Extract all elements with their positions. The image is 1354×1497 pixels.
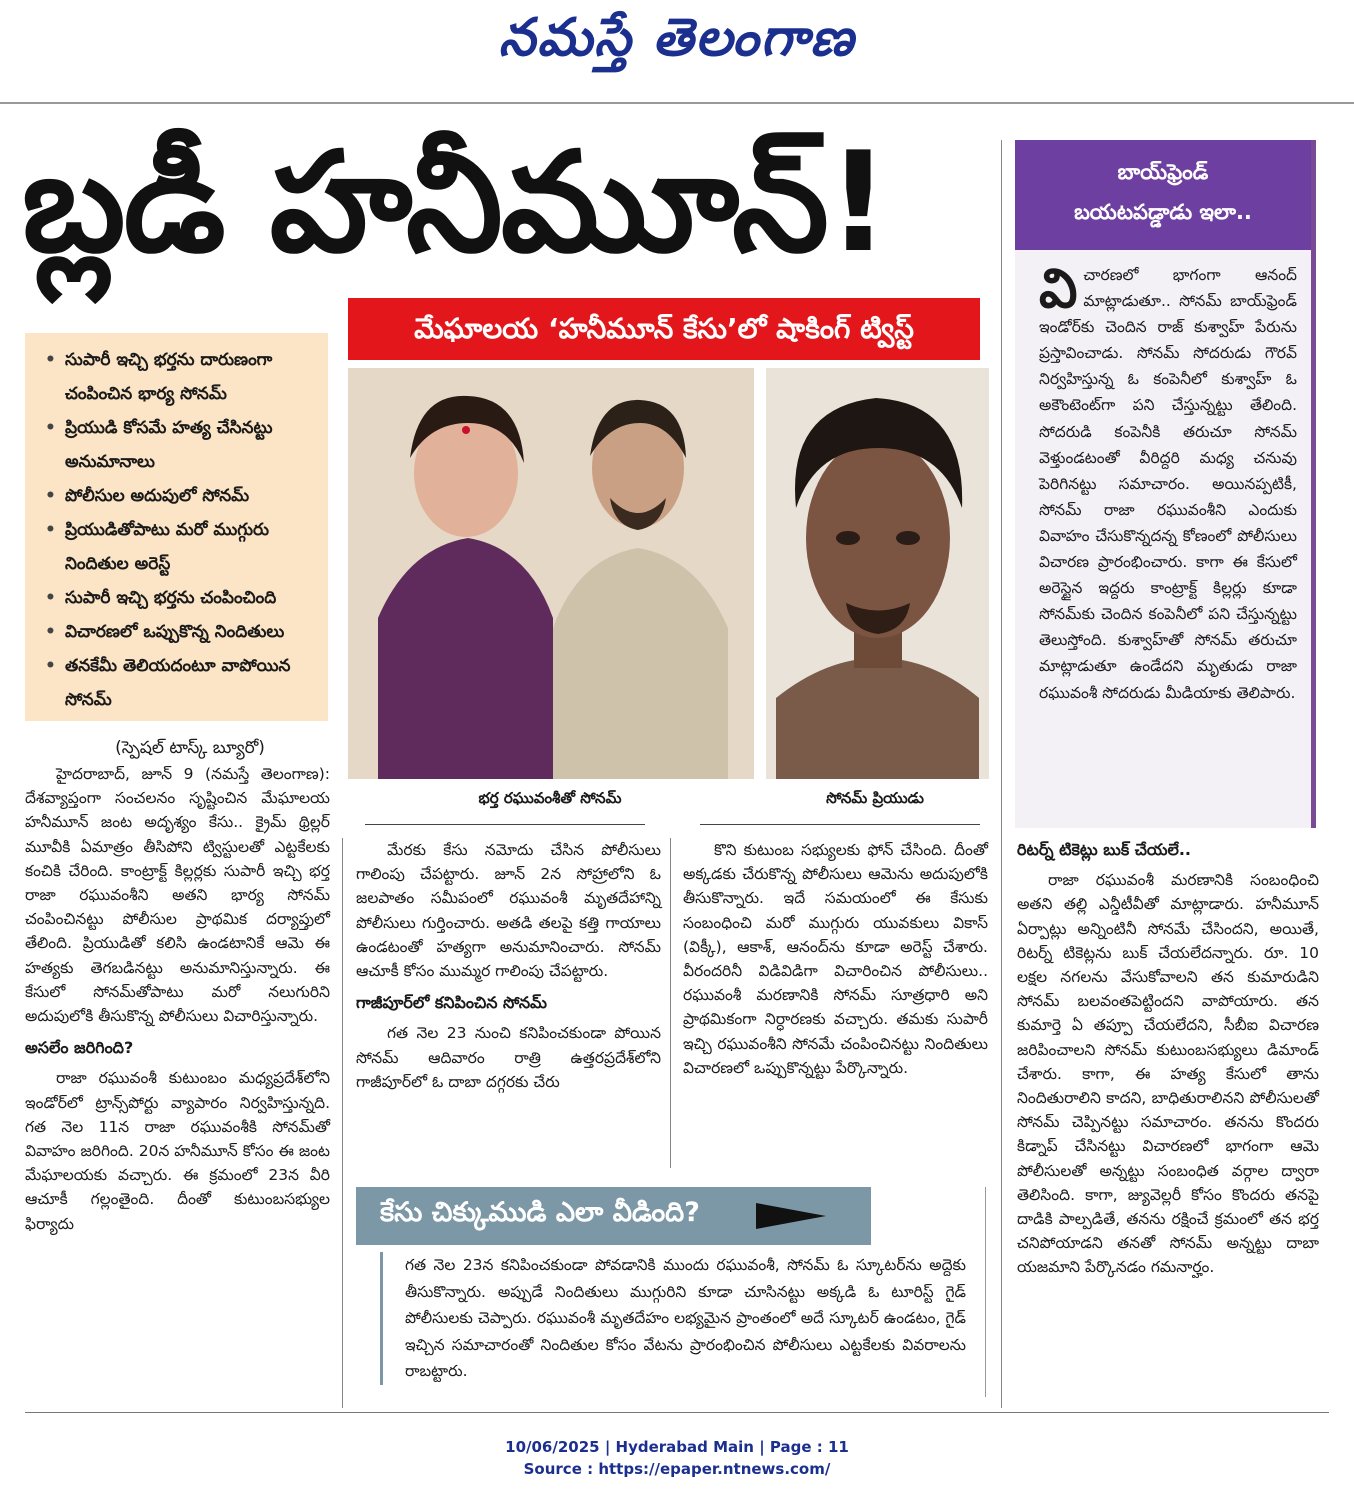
sidebar-body — [1015, 250, 1311, 706]
page-footer — [0, 1436, 1354, 1480]
footer-source-link[interactable]: Source : https://epaper.ntnews.com/ — [523, 1460, 831, 1478]
column-divider — [1001, 140, 1002, 1408]
article-subheading: రిటర్న్ టికెట్లు బుక్ చేయలే.. — [1017, 840, 1191, 859]
article-paragraph: గత నెల 23 నుంచి కనిపించకుండా పోయిన సోనమ్ ఆదివారం రాత్రి ఉత్తరప్రదేశ్‌లోని గాజీపూర్‌లో ఓ దాబా దగ్గరకు చేరు — [356, 1024, 661, 1091]
sidebar-text: చారణలో భాగంగా ఆనంద్ మాట్లాడుతూ.. సోనమ్ బాయ్‌ఫ్రెండ్ ఇండోర్‌కు చెందిన రాజ్ కుశ్వాహ్ పేరును ప్రస్తావించాడు. సోనమ్ సోదరుడు గౌరవ్ నిర్వహిస్తున్న ఓ కంపెనీలో కుశ్వాహ్ ఓ అకౌంటెంట్‌గా పని చేస్తున్నట్టు తేలింది. సోదరుడి కంపెనీకి తరుచూ సోనమ్ వెళ్తుండటంతో వీరిద్దరి మధ్య చనువు పెరిగినట్టు సమాచారం. అయినప్పటికీ, సోనమ్ రాజా రఘువంశీని ఎందుకు వివాహం చేసుకొన్నదన్న కోణంలో పోలీసులు విచారణ ప్రారంభించారు. కాగా ఈ కేసులో అరెస్టైన ఇద్దరు కాంట్రాక్ట్ కిల్లర్లు కూడా సోనమ్‌కు చెందిన కంపెనీలో పని చేస్తున్నట్టు తెలుస్తోంది. కుశ్వాహ్‌తో సోనమ్ తరుచూ మాట్లాడుతూ ఉండేదని మృతుడు రాజా రఘువంశీ సోదరుడు మీడియాకు తెలిపారు. — [1039, 266, 1297, 702]
headline: బ్లడీ హనీమూన్! — [22, 122, 888, 283]
photo-caption: భర్త రఘువంశీతో సోనమ్ — [478, 789, 622, 807]
caption-rule — [365, 824, 645, 825]
article-column-2 — [356, 838, 661, 1098]
sidebar-box — [1015, 140, 1316, 828]
article-subheading: అసలేం జరిగింది? — [25, 1038, 134, 1058]
photo-caption: సోనమ్ ప్రియుడు — [826, 789, 924, 807]
article-paragraph: కొని కుటుంబ సభ్యులకు ఫోన్ చేసింది. దీంతో అక్కడకు చేరుకొన్న పోలీసులు ఆమెను అదుపులోకి తీసుకొన్నారు. ఇదే సమయంలో ఈ కేసుకు సంబంధించి మరో ముగ్గురు యువకులు వికాస్ (విక్కీ), ఆకాశ్, ఆనంద్‌ను కూడా అరెస్ట్ చేశారు. వీరందరినీ విడివిడిగా విచారించిన పోలీసులు.. రఘువంశీ మరణానికి సోనమ్ సూత్రధారి అని ప్రాథమికంగా నిర్ధారణకు వచ్చారు. తమకు సుపారీ ఇచ్చి రఘువంశీని సోనమే చంపించినట్టు నిందితులు విచారణలో ఒప్పుకొన్నట్టు పేర్కొన్నారు. — [683, 841, 988, 1077]
highlight-item: • పోలీసుల అదుపులో సోనమ్ — [39, 479, 318, 513]
article-paragraph: రాజా రఘువంశీ కుటుంబం మధ్యప్రదేశ్‌లోని ఇండోర్‌లో ట్రాన్స్‌పోర్టు వ్యాపారం నిర్వహిస్తున్నది. గత నెల 11న రాజా రఘువంశీకి సోనమ్‌తో వివాహం జరిగింది. 20న హనీమూన్ కోసం ఈ జంట మేఘాలయకు వచ్చారు. ఈ క్రమంలో 23న వీరి ఆచూకీ గల్లంతైంది. దీంతో కుటుంబసభ్యుల ఫిర్యాదు — [25, 1069, 330, 1233]
sidebar-title-line: బాయ్‌ఫ్రెండ్ — [1117, 160, 1209, 184]
highlights-box — [25, 333, 328, 721]
newspaper-logo: నమస్తే తెలంగాణ — [498, 8, 856, 68]
article-column-1 — [25, 762, 330, 1240]
highlight-item: • ప్రియుడితోపాటు మరో ముగ్గురు నిందితుల అరెస్ట్ — [39, 513, 318, 581]
article-column-3 — [683, 838, 988, 1084]
teaser-tail — [871, 1187, 986, 1245]
article-paragraph: మేరకు కేసు నమోదు చేసిన పోలీసులు గాలింపు చేపట్టారు. జూన్ 2న సోహ్రాలోని ఓ జలపాతం సమీపంలో రఘువంశీ మృతదేహాన్ని పోలీసులు గుర్తించారు. అతడి తలపై కత్తి గాయాలు ఉండటంతో హత్యగా అనుమానించారు. సోనమ్ ఆచూకీ కోసం ముమ్మర గాలింపు చేపట్టారు. — [356, 841, 661, 981]
highlight-item: • సుపారీ ఇచ్చి భర్తను దారుణంగా చంపించిన భార్య సోనమ్ — [39, 343, 318, 411]
drop-cap: వి — [1039, 257, 1078, 320]
byline-credit: (స్పెషల్ టాస్క్ బ్యూరో) — [115, 738, 265, 758]
suspect-photo-illustration — [766, 368, 989, 779]
footer-rule — [25, 1412, 1329, 1413]
sidebar-title — [1015, 140, 1311, 250]
caption-rule — [700, 824, 980, 825]
highlight-item: • ప్రియుడి కోసమే హత్య చేసినట్టు అనుమానాలు — [39, 411, 318, 479]
highlight-item: • తనకేమీ తెలియదంటూ వాపోయిన సోనమ్ — [39, 649, 318, 717]
footer-edition: 10/06/2025 | Hyderabad Main | Page : 11 — [505, 1438, 849, 1456]
teaser-frame — [975, 1187, 986, 1397]
teaser-body: గత నెల 23న కనిపించకుండా పోవడానికి ముందు రఘువంశీ, సోనమ్ ఓ స్కూటర్‌ను అద్దెకు తీసుకొన్నారు. అప్పుడే నిందితులు ముగ్గురిని కూడా చూసినట్టు అక్కడి ఓ టూరిస్ట్ గైడ్ పోలీసులకు చెప్పారు. రఘువంశీ మృతదేహం లభ్యమైన ప్రాంతంలో అదే స్కూటర్ ఉండటం, గైడ్ ఇచ్చిన సమాచారంతో నిందితుల కోసం వేటను ప్రారంభించిన పోలీసులు ఎట్టకేలకు వివరాలను రాబట్టారు. — [380, 1252, 966, 1385]
couple-photo-illustration — [348, 368, 754, 779]
couple-photo — [348, 368, 754, 779]
masthead-rule — [0, 102, 1354, 104]
article-paragraph: హైదరాబాద్, జూన్ 9 (నమస్తే తెలంగాణ): దేశవ్యాప్తంగా సంచలనం సృష్టించిన మేఘాలయ హనీమూన్ జంట అదృశ్యం కేసు.. క్రైమ్ థ్రిల్లర్ మూవీకి ఏమాత్రం తీసిపోని ట్విస్టులతో ఎట్టకేలకు కంచికి చేరింది. కాంట్రాక్ట్ కిల్లర్లకు సుపారీ ఇచ్చి భర్త రాజా రఘువంశీని అతని భార్య సోనమ్ చంపించినట్టు పోలీసుల ప్రాథమిక దర్యాప్తులో తేలింది. ప్రియుడితో కలిసి ఉండటానికే ఆమె ఈ హత్యకు తెగబడినట్టు అనుమానిస్తున్నారు. ఈ కేసులో సోనమ్‌తోపాటు మరో నలుగురిని అదుపులోకి తీసుకొన్న పోలీసులు విచారిస్తున్నారు. — [25, 765, 330, 1026]
subhead-banner: మేఘాలయ ‘హనీమూన్ కేసు’లో షాకింగ్ ట్విస్ట్ — [348, 298, 980, 360]
column-divider — [670, 838, 671, 1168]
highlight-item: • విచారణలో ఒప్పుకొన్న నిందితులు — [39, 615, 318, 649]
masthead — [0, 0, 1354, 100]
column-divider — [342, 838, 343, 1408]
sidebar-title-line: బయటపడ్డాడు ఇలా.. — [1074, 200, 1252, 224]
article-paragraph: రాజా రఘువంశీ మరణానికి సంబంధించి అతని తల్లి ఎన్డీటీవీతో మాట్లాడారు. హనీమూన్ ఏర్పాట్లు అన్నింటినీ సోనమే చేసిందని, అయితే, రిటర్న్ టికెట్లను బుక్ చేయలేదన్నారు. రూ. 10 లక్షల నగలను వేసుకోవాలని తన కుమారుడిని సోనమ్ బలవంతపెట్టిందని వాపోయారు. తన కుమార్తె ఏ తప్పూ చేయలేదని, సీబీఐ విచారణ జరిపించాలని సోనమ్ కుటుంబసభ్యులు డిమాండ్ చేశారు. కాగా, ఈ హత్య కేసులో తాను నిందితురాలిని కాదని, బాధితురాలినని పోలీసులతో సోనమ్ చెప్పినట్టు సమాచారం. తనను కొందరు కిడ్నాప్ చేసినట్టు విచారణలో భాగంగా ఆమె పోలీసులతో అన్నట్టు సంబంధిత వర్గాల ద్వారా తెలిసింది. కాగా, జ్యువెల్లరీ కోసం కొందరు తనపై దాడికి పాల్పడితే, తనను రక్షించే క్రమంలో తన భర్త చనిపోయాడని తనతో సోనమ్ అన్నట్టు దాబా యజమాని పేర్కొనడం గమనార్హం. — [1017, 871, 1319, 1277]
teaser-banner — [356, 1187, 986, 1245]
suspect-photo — [766, 368, 989, 779]
right-pointer-icon — [756, 1203, 826, 1229]
teaser-title: కేసు చిక్కుముడి ఎలా వీడింది? — [380, 1197, 700, 1228]
article-column-4 — [1017, 838, 1319, 1284]
highlight-item: • సుపారీ ఇచ్చి భర్తను చంపించింది — [39, 581, 318, 615]
article-subheading: గాజీపూర్‌లో కనిపించిన సోనమ్ — [356, 993, 547, 1013]
